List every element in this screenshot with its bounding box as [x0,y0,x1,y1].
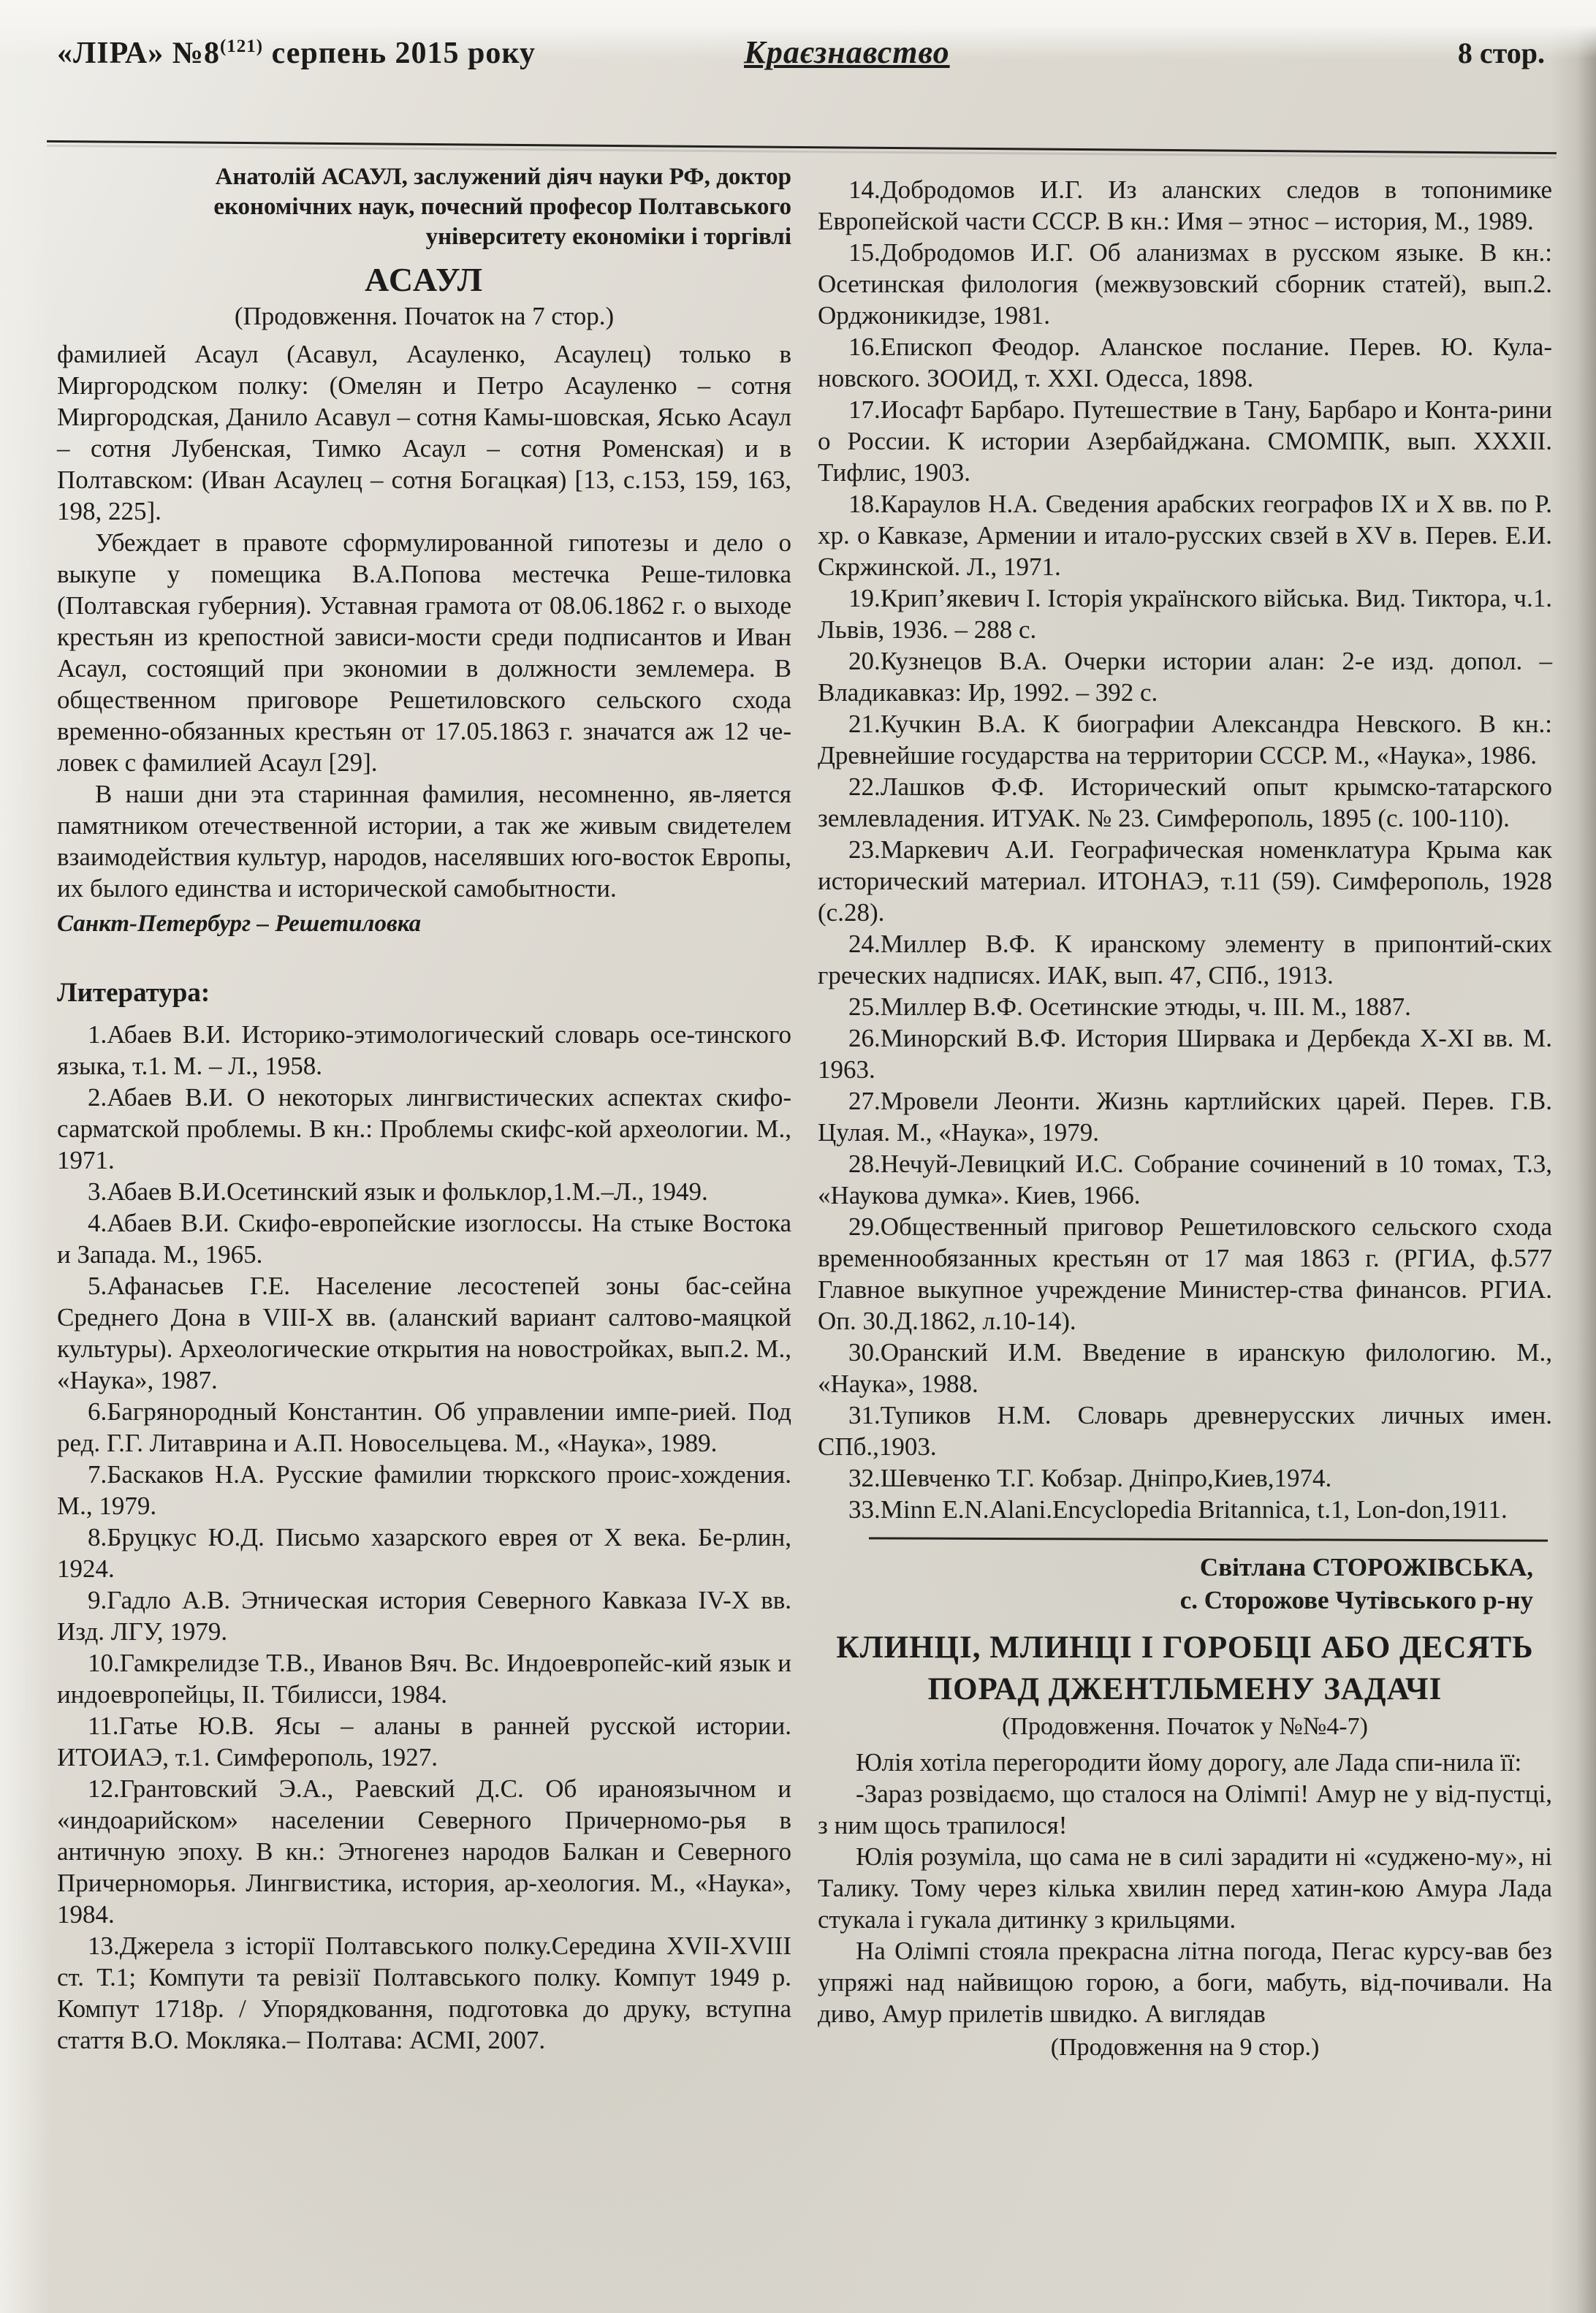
header-rule [47,140,1557,154]
article2-paragraph: На Олімпі стояла прекрасна літна погода, Пегас курсу-вав без упряжі над найвищою горою, а боги, мабуть, від-почивали. На диво, Амур прилетів швидко. А виглядав [818,1937,1552,2028]
reference-item: 32.Шевченко Т.Г. Кобзар. Дніпро,Киев,1974. [848,1464,1332,1492]
reference-item: 3.Абаев В.И.Осетинский язык и фольклор,1.М.–Л., 1949. [88,1177,708,1206]
article1-paragraph: Убеждает в правоте сформулированной гипотезы и дело о выкупе у помещика В.А.Попова местечка Реше-тиловка (Полтавская губерния). Уставная грамота от 08.06.1862 г. о выходе крестьян из крепостной зависи-мости среди подписантов и Иван Асаул, состоящий при экономии в должности землемера. В общественном приговоре Решетиловского сельского схода временно-обязанных крестьян от 17.05.1863 г. значатся аж 12 че-ловек с фамилией Асаул [29]. [57,528,791,777]
article2-continuation-note: (Продовження. Початок у №№4-7) [1002,1713,1368,1740]
reference-item: 29.Общественный приговор Решетиловского сельского схода временнообязанных крестьян от 17 мая 1863 г. (РГИА, ф.577 Главное выкупное учреждение Министер-ства финансов. РГИА. Оп. 30.Д.1862, л.10-14). [818,1212,1552,1335]
reference-item: 28.Нечуй-Левицкий И.С. Собрание сочинений в 10 томах, Т.3, «Наукова думка». Киев, 1966. [818,1150,1552,1209]
article2-title-line1: КЛИНЦІ, МЛИНЦІ І ГОРОБЦІ АБО ДЕСЯТЬ [836,1630,1534,1665]
page-columns [57,162,1552,2062]
reference-item: 14.Добродомов И.Г. Из аланских следов в топонимике Европейской части СССР. В кн.: Имя – этнос – история, М., 1989. [818,175,1552,235]
article1-continuation-note: (Продовження. Початок на 7 стор.) [234,302,615,330]
reference-item: 7.Баскаков Н.А. Русские фамилии тюркского проис-хождения. М., 1979. [57,1460,791,1520]
article1-byline: Анатолій АСАУЛ, заслужений діяч науки РФ, доктор економічних наук, почесний професор Полтавського університету економіки і торгівлі [213,164,791,250]
reference-item: 30.Оранский И.М. Введение в иранскую филологию. М., «Наука», 1988. [818,1338,1552,1398]
reference-item: 18.Караулов Н.А. Сведения арабских географов IX и X вв. по Р. хр. о Кавказе, Армении и итало-русских свзей в XV в. Перев. Е.И. Скржинской. Л., 1971. [818,490,1552,581]
article2-footer-note: (Продовження на 9 стор.) [1050,2034,1320,2061]
reference-item: 13.Джерела з історії Полтавського полку.Середина XVII-XVIII ст. Т.1; Компути та ревізії Полтавського полку. Компут 1949 р. Компут 1718р. / Упорядковання, подготовка до друку, вступна стаття В.О. Мокляка.– Полтава: АСМІ, 2007. [57,1932,791,2054]
article2-paragraph: Юлія хотіла перегородити йому дорогу, але Лада спи-нила її: [856,1748,1522,1777]
reference-item: 2.Абаев В.И. О некоторых лингвистических аспектах скифо-сарматской проблемы. В кн.: Проблемы скифс-кой археологии. М., 1971. [57,1083,791,1174]
article2-author: Світлана СТОРОЖІВСЬКА, [1199,1553,1533,1581]
reference-item: 21.Кучкин В.А. К биографии Александра Невского. В кн.: Древнейшие государства на территории СССР. М., «Наука», 1986. [818,710,1552,770]
reference-item: 25.Миллер В.Ф. Осетинские этюды, ч. III. М., 1887. [848,992,1411,1021]
issue-superscript: (121) [219,37,264,56]
article2-title-line2: ПОРАД ДЖЕНТЛЬМЕНУ ЗАДАЧІ [927,1672,1443,1706]
literature-heading: Литература: [57,978,210,1008]
reference-item: 27.Мровели Леонти. Жизнь картлийских царей. Перев. Г.В. Цулая. М., «Наука», 1979. [818,1087,1552,1147]
article1-paragraph: В наши дни эта старинная фамилия, несомненно, яв-ляется памятником отечественной истории, а так же живым свидетелем взаимодействия культур, народов, населявших юго-восток Европы, их былого единства и исторической самобытности. [57,780,791,903]
reference-item: 17.Иосафт Барбаро. Путешествие в Тану, Барбаро и Конта-рини о России. К истории Азербайджана. СМОМПК, вып. XXXII. Тифлис, 1903. [818,395,1552,487]
reference-item: 23.Маркевич А.И. Географическая номенклатура Крыма как исторический материал. ИТОНАЭ, т.11 (59). Симферополь, 1928 (с.28). [818,835,1552,927]
reference-item: 26.Минорский В.Ф. История Ширвака и Дербекда X-XI вв. М. 1963. [818,1024,1552,1084]
section-title: Краєзнавство [744,34,950,70]
column-right [818,162,1552,2062]
reference-item: 10.Гамкрелидзе Т.В., Иванов Вяч. Вс. Индоевропейс-кий язык и индоевропейцы, II. Тбилисси, 1984. [57,1649,791,1709]
reference-item: 16.Епископ Феодор. Аланское послание. Перев. Ю. Кула-новского. ЗООИД, т. XXI. Одесса, 1898. [818,333,1552,392]
reference-item: 31.Тупиков Н.М. Словарь древнерусских личных имен. СПб.,1903. [818,1401,1552,1461]
reference-item: 11.Гатье Ю.В. Ясы – аланы в ранней русской истории. ИТОИАЭ, т.1. Симферополь, 1927. [57,1712,791,1771]
reference-item: 33.Minn E.N.Alani.Encyclopedia Britannica, t.1, Lon-don,1911. [848,1495,1508,1524]
reference-item: 24.Миллер В.Ф. К иранскому элементу в припонтий-ских греческих надписях. ИАК, вып. 47, СПб., 1913. [818,930,1552,990]
column-left [57,162,791,2062]
article2-title [818,1627,1552,1710]
article2-paragraph: Юлія розуміла, що сама не в силі зарадити ні «суджено-му», ні Талику. Тому через кілька хвилин перед хатин-кою Амура Лада стукала і гукала дитинку з крильцями. [818,1842,1552,1934]
reference-item: 1.Абаев В.И. Историко-этимологический словарь осе-тинского языка, т.1. М. – Л., 1958. [57,1020,791,1080]
reference-item: 4.Абаев В.И. Скифо-европейские изоглоссы. На стыке Востока и Запада. М., 1965. [57,1209,791,1269]
article2-author-place: с. Сторожове Чутівського р-ну [1179,1586,1533,1614]
page-header [57,34,1545,71]
reference-item: 22.Лашков Ф.Ф. Исторический опыт крымско-татарского землевладения. ИТУАК. № 23. Симферополь, 1895 (с. 100-110). [818,772,1552,832]
masthead-date: серпень 2015 року [263,37,536,70]
reference-item: 20.Кузнецов В.А. Очерки истории алан: 2-е изд. допол. – Владикавказ: Ир, 1992. – 392 с. [818,647,1552,707]
article2-byline [818,1551,1552,1617]
masthead [57,36,536,71]
page-number: 8 стор. [1457,37,1545,69]
masthead-issue: «ЛІРА» №8 [57,37,220,70]
article1-dateline: Санкт-Петербург – Решетиловка [57,911,422,937]
article2-paragraph: -Зараз розвідаємо, що сталося на Олімпі! Амур не у від-пустці, з ним щось трапилося! [818,1780,1552,1839]
reference-item: 6.Багрянородный Константин. Об управлении импе-рией. Под ред. Г.Г. Литаврина и А.П. Новосельцева. М., «Наука», 1989. [57,1397,791,1457]
article1-title: АСАУЛ [364,261,484,298]
references-list-col1 [57,1019,791,2056]
reference-item: 15.Добродомов И.Г. Об аланизмах в русском языке. В кн.: Осетинская филология (межвузовский сборник статей), вып.2. Орджоникидзе, 1981. [818,238,1552,330]
article1-paragraph: фамилией Асаул (Асавул, Асауленко, Асаулец) только в Миргородском полку: (Омелян и Петро Асауленко – сотня Миргородская, Данило Асавул – сотня Камы-шовская, Ясько Асаул – сотня Лубенская, Тимко Асаул – сотня Роменская) и в Полтавском: (Иван Асаулец – сотня Богацкая) [13, с.153, 159, 163, 198, 225]. [57,340,791,525]
article2-separator-rule [869,1537,1548,1541]
references-list-col2 [818,174,1552,1525]
reference-item: 5.Афанасьев Г.Е. Население лесостепей зоны бас-сейна Среднего Дона в VIII-X вв. (аланский вариант салтово-маяцкой культуры). Археологические открытия на новостройках, вып.2. М., «Наука», 1987. [57,1272,791,1394]
reference-item: 9.Гадло А.В. Этническая история Северного Кавказа IV-X вв. Изд. ЛГУ, 1979. [57,1586,791,1646]
reference-item: 12.Грантовский Э.А., Раевский Д.С. Об ираноязычном и «индоарийском» населении Северного Причерномо-рья в античную эпоху. В кн.: Этногенез народов Балкан и Северного Причерноморья. Лингвистика, история, ар-хеология. М., «Наука», 1984. [57,1774,791,1929]
reference-item: 8.Бруцкус Ю.Д. Письмо хазарского еврея от X века. Бе-рлин, 1924. [57,1523,791,1583]
reference-item: 19.Крип’якевич І. Історія українского війська. Вид. Тиктора, ч.1. Львів, 1936. – 288 с. [818,584,1552,644]
